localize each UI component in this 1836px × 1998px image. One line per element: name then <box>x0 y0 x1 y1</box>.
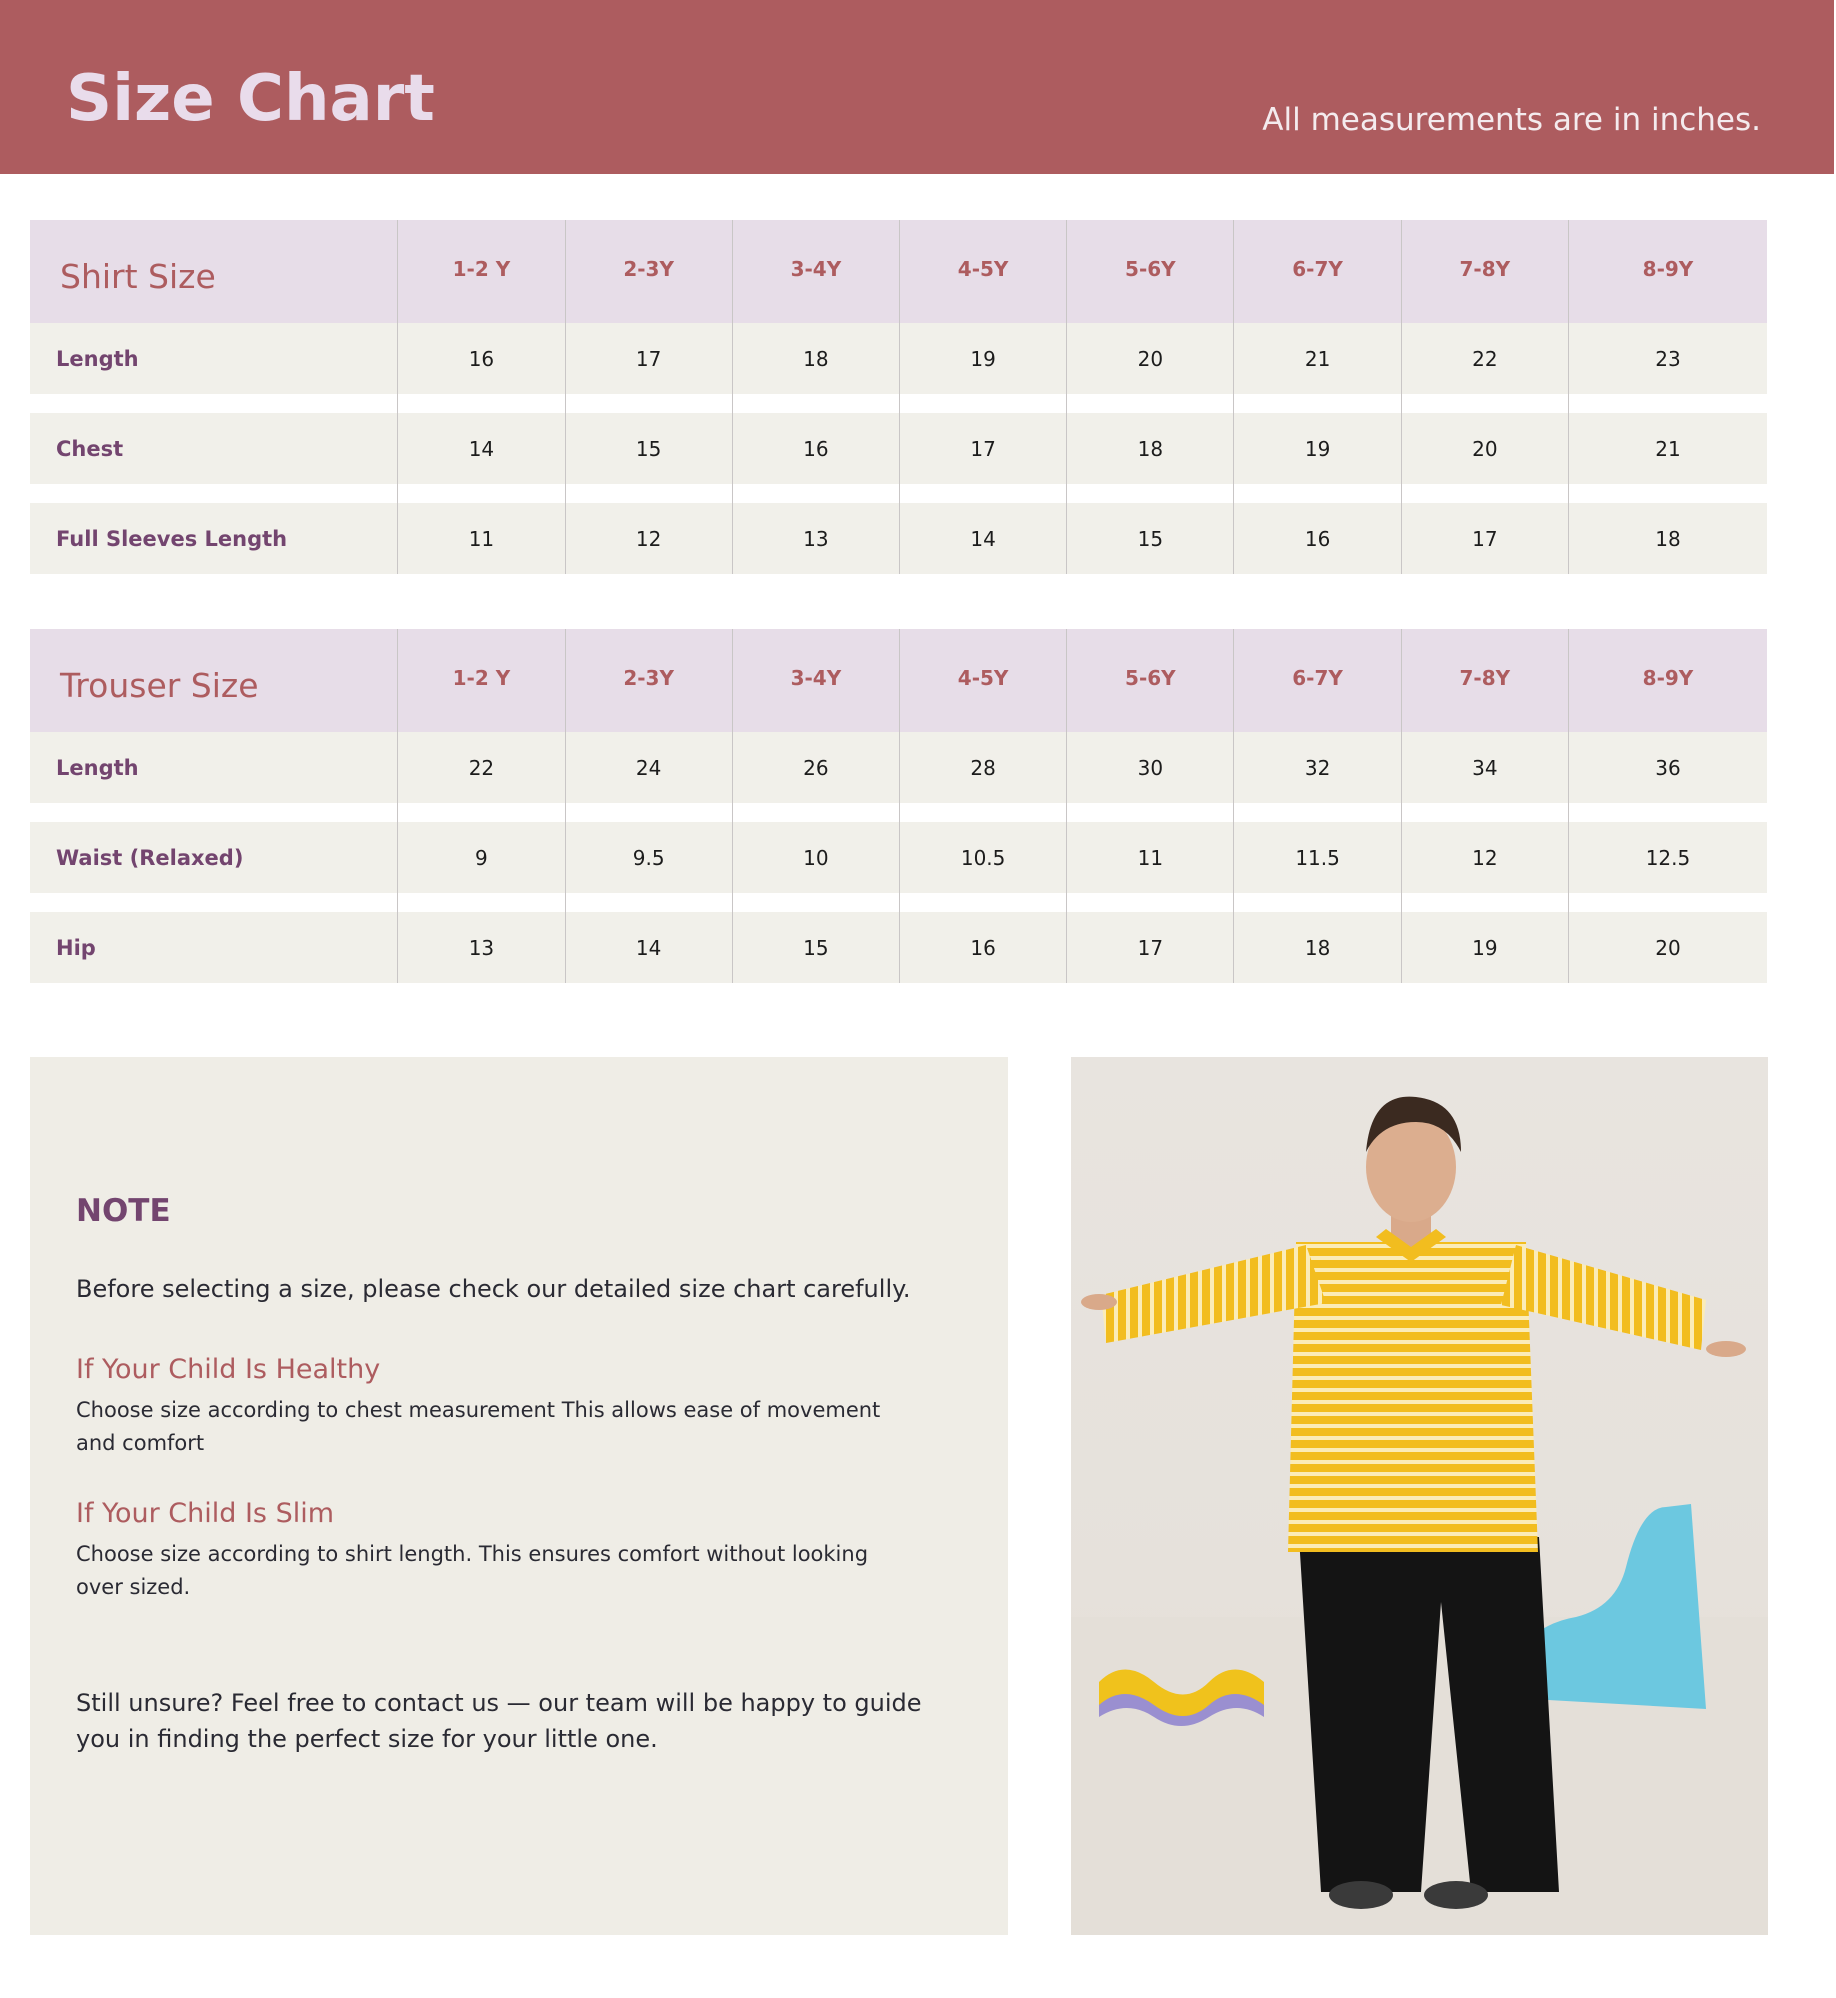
cell-value: 20 <box>1655 935 1681 960</box>
shirt-size-table <box>30 220 1767 574</box>
cell-value: 26 <box>803 755 829 780</box>
page-title: Size Chart <box>66 62 435 136</box>
table-row <box>30 323 1767 394</box>
column-header: 5-6Y <box>1125 665 1176 690</box>
cell-value: 20 <box>1137 346 1164 371</box>
cell-value: 15 <box>635 436 662 461</box>
note-body-slim: Choose size according to shirt length. This ensures comfort without looking over sized. <box>76 1542 869 1599</box>
column-header: 8-9Y <box>1642 665 1694 690</box>
table-row <box>30 822 1767 893</box>
row-label: Chest <box>56 436 124 461</box>
cell-value: 9 <box>475 845 488 870</box>
row-label: Length <box>56 346 139 371</box>
column-header: 6-7Y <box>1292 665 1343 690</box>
cell-value: 22 <box>1472 346 1498 371</box>
cell-value: 17 <box>1137 935 1164 960</box>
note-body-healthy: Choose size according to chest measurement This allows ease of movement and comfort <box>76 1398 881 1455</box>
table-row <box>30 413 1767 484</box>
cell-value: 15 <box>1137 526 1164 551</box>
column-header: 7-8Y <box>1459 256 1511 281</box>
cell-value: 28 <box>970 755 996 780</box>
column-header: 4-5Y <box>957 256 1009 281</box>
note-heading-healthy: If Your Child Is Healthy <box>76 1354 381 1385</box>
cell-value: 17 <box>635 346 662 371</box>
column-header: 1-2 Y <box>452 665 511 690</box>
cell-value: 12 <box>635 526 662 551</box>
column-header: 3-4Y <box>790 665 842 690</box>
row-label: Hip <box>56 935 96 960</box>
note-heading-slim: If Your Child Is Slim <box>76 1498 335 1529</box>
cell-value: 18 <box>1137 436 1164 461</box>
cell-value: 13 <box>468 935 495 960</box>
cell-value: 32 <box>1304 755 1331 780</box>
column-header: 7-8Y <box>1459 665 1511 690</box>
header-banner <box>0 0 1834 174</box>
row-label: Waist (Relaxed) <box>56 845 244 870</box>
cell-value: 15 <box>803 935 829 960</box>
note-footer: Still unsure? Feel free to contact us — our team will be happy to guide you in finding the perfect size for your little one. <box>76 1689 922 1753</box>
cell-value: 12.5 <box>1645 845 1691 870</box>
cell-value: 19 <box>1472 935 1498 960</box>
table-header-row <box>30 629 1767 732</box>
cell-value: 34 <box>1472 755 1498 780</box>
model-photo <box>1071 1057 1768 1935</box>
column-header: 1-2 Y <box>452 256 511 281</box>
cell-value: 9.5 <box>632 845 665 870</box>
table-title: Shirt Size <box>60 257 216 296</box>
cell-value: 12 <box>1472 845 1498 870</box>
cell-value: 17 <box>1472 526 1498 551</box>
cell-value: 10 <box>803 845 829 870</box>
cell-value: 11 <box>468 526 495 551</box>
cell-value: 20 <box>1472 436 1498 461</box>
cell-value: 14 <box>970 526 996 551</box>
units-note: All measurements are in inches. <box>1262 102 1761 138</box>
column-header: 6-7Y <box>1292 256 1343 281</box>
table-header-row <box>30 220 1767 323</box>
column-header: 2-3Y <box>623 256 674 281</box>
table-row <box>30 912 1767 983</box>
child-model-illustration <box>1071 1057 1768 1935</box>
cell-value: 36 <box>1655 755 1681 780</box>
cell-value: 11.5 <box>1295 845 1340 870</box>
table-row <box>30 503 1767 574</box>
cell-value: 22 <box>468 755 495 780</box>
column-header: 8-9Y <box>1642 256 1694 281</box>
cell-value: 11 <box>1137 845 1164 870</box>
cell-value: 13 <box>803 526 829 551</box>
cell-value: 10.5 <box>960 845 1006 870</box>
note-title: NOTE <box>76 1193 171 1229</box>
column-header: 3-4Y <box>790 256 842 281</box>
cell-value: 21 <box>1304 346 1331 371</box>
cell-value: 18 <box>803 346 829 371</box>
column-header: 5-6Y <box>1125 256 1176 281</box>
cell-value: 14 <box>635 935 662 960</box>
cell-value: 16 <box>468 346 495 371</box>
cell-value: 16 <box>803 436 829 461</box>
cell-value: 18 <box>1304 935 1331 960</box>
table-row <box>30 732 1767 803</box>
cell-value: 16 <box>970 935 996 960</box>
note-intro: Before selecting a size, please check our detailed size chart carefully. <box>76 1275 911 1303</box>
trouser-size-table <box>30 629 1767 983</box>
cell-value: 30 <box>1137 755 1164 780</box>
cell-value: 24 <box>635 755 662 780</box>
row-label: Full Sleeves Length <box>56 526 288 551</box>
cell-value: 14 <box>468 436 495 461</box>
column-header: 2-3Y <box>623 665 674 690</box>
cell-value: 19 <box>1304 436 1331 461</box>
row-label: Length <box>56 755 139 780</box>
cell-value: 17 <box>970 436 996 461</box>
cell-value: 19 <box>970 346 996 371</box>
cell-value: 16 <box>1304 526 1331 551</box>
cell-value: 23 <box>1655 346 1681 371</box>
note-panel <box>30 1057 1008 1935</box>
cell-value: 18 <box>1655 526 1681 551</box>
cell-value: 21 <box>1655 436 1681 461</box>
table-title: Trouser Size <box>60 666 259 705</box>
column-header: 4-5Y <box>957 665 1009 690</box>
